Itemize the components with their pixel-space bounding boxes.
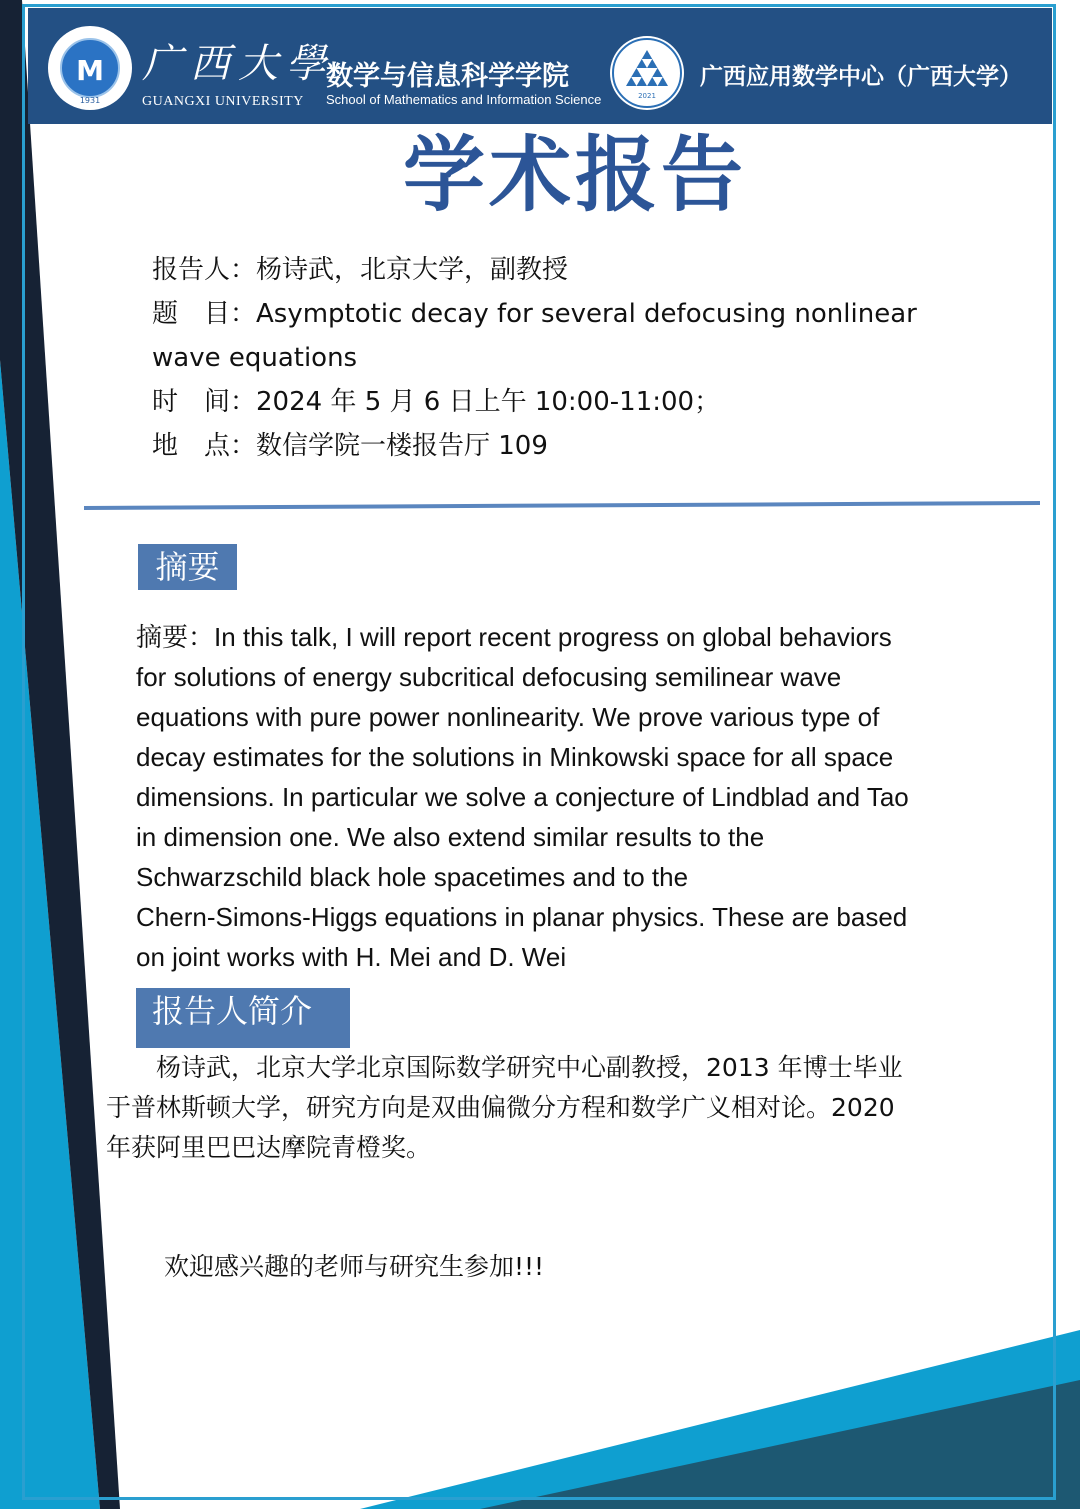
page-title: 学术报告 [402,128,747,223]
abstract-line: in dimension one. We also extend similar results to the [136,822,765,852]
emblem-core [60,38,120,98]
university-name-en: GUANGXI UNIVERSITY [142,94,304,109]
abstract-line: equations with pure power nonlinearity. We prove various type of [136,702,880,732]
welcome-message: 欢迎感兴趣的老师与研究生参加!!! [164,1252,545,1281]
emblem-year: 1931 [79,96,101,105]
school-name-en: School of Mathematics and Information Science [326,92,602,107]
school-name-cn: 数学与信息科学学院 [326,61,569,92]
university-calligraphy: 广西大學 [142,41,334,87]
abstract-line: for solutions of energy subcritical defocusing semilinear wave [136,662,842,692]
abstract-line: on joint works with H. Mei and D. Wei [136,942,567,972]
header-banner [28,8,1052,124]
topic-line-1: 题 目：Asymptotic decay for several defocusing nonlinear [152,299,917,329]
bio-heading-text: 报告人简介 [152,992,313,1030]
time-line: 时 间：2024 年 5 月 6 日上午 10:00-11:00； [152,387,721,417]
bio-line: 年获阿里巴巴达摩院青橙奖。 [106,1133,432,1162]
sierpinski-triangle-icon [610,36,684,110]
university-emblem [48,26,132,110]
bio-line: 杨诗武，北京大学北京国际数学研究中心副教授，2013 年博士毕业 [106,1053,903,1082]
place-line: 地 点：数信学院一楼报告厅 109 [152,431,548,461]
talk-info [152,248,952,468]
abstract-heading [138,544,237,590]
math-center-logo [610,36,684,110]
abstract-line: Schwarzschild black hole spacetimes and to the [136,862,689,892]
bio-line: 于普林斯顿大学，研究方向是双曲偏微分方程和数学广义相对论。2020 [106,1093,895,1122]
abstract-line: dimensions. In particular we solve a conjecture of Lindblad and Tao [136,782,909,812]
abstract-line: decay estimates for the solutions in Minkowski space for all space [136,742,894,772]
speaker-line: 报告人：杨诗武，北京大学，副教授 [152,255,569,285]
math-center-logo-year: 2021 [638,92,656,100]
speaker-bio [106,1048,1026,1168]
bio-heading [136,988,350,1048]
math-center-name: 广西应用数学中心（广西大学） [700,64,1022,90]
emblem-letter: M [76,54,104,87]
topic-line-2: wave equations [152,343,358,373]
abstract-heading-text: 摘要 [155,548,220,586]
abstract-body [136,617,1016,977]
abstract-line: 摘要：In this talk, I will report recent progress on global behaviors [136,622,892,652]
abstract-line: Chern-Simons-Higgs equations in planar physics. These are based [136,902,908,932]
